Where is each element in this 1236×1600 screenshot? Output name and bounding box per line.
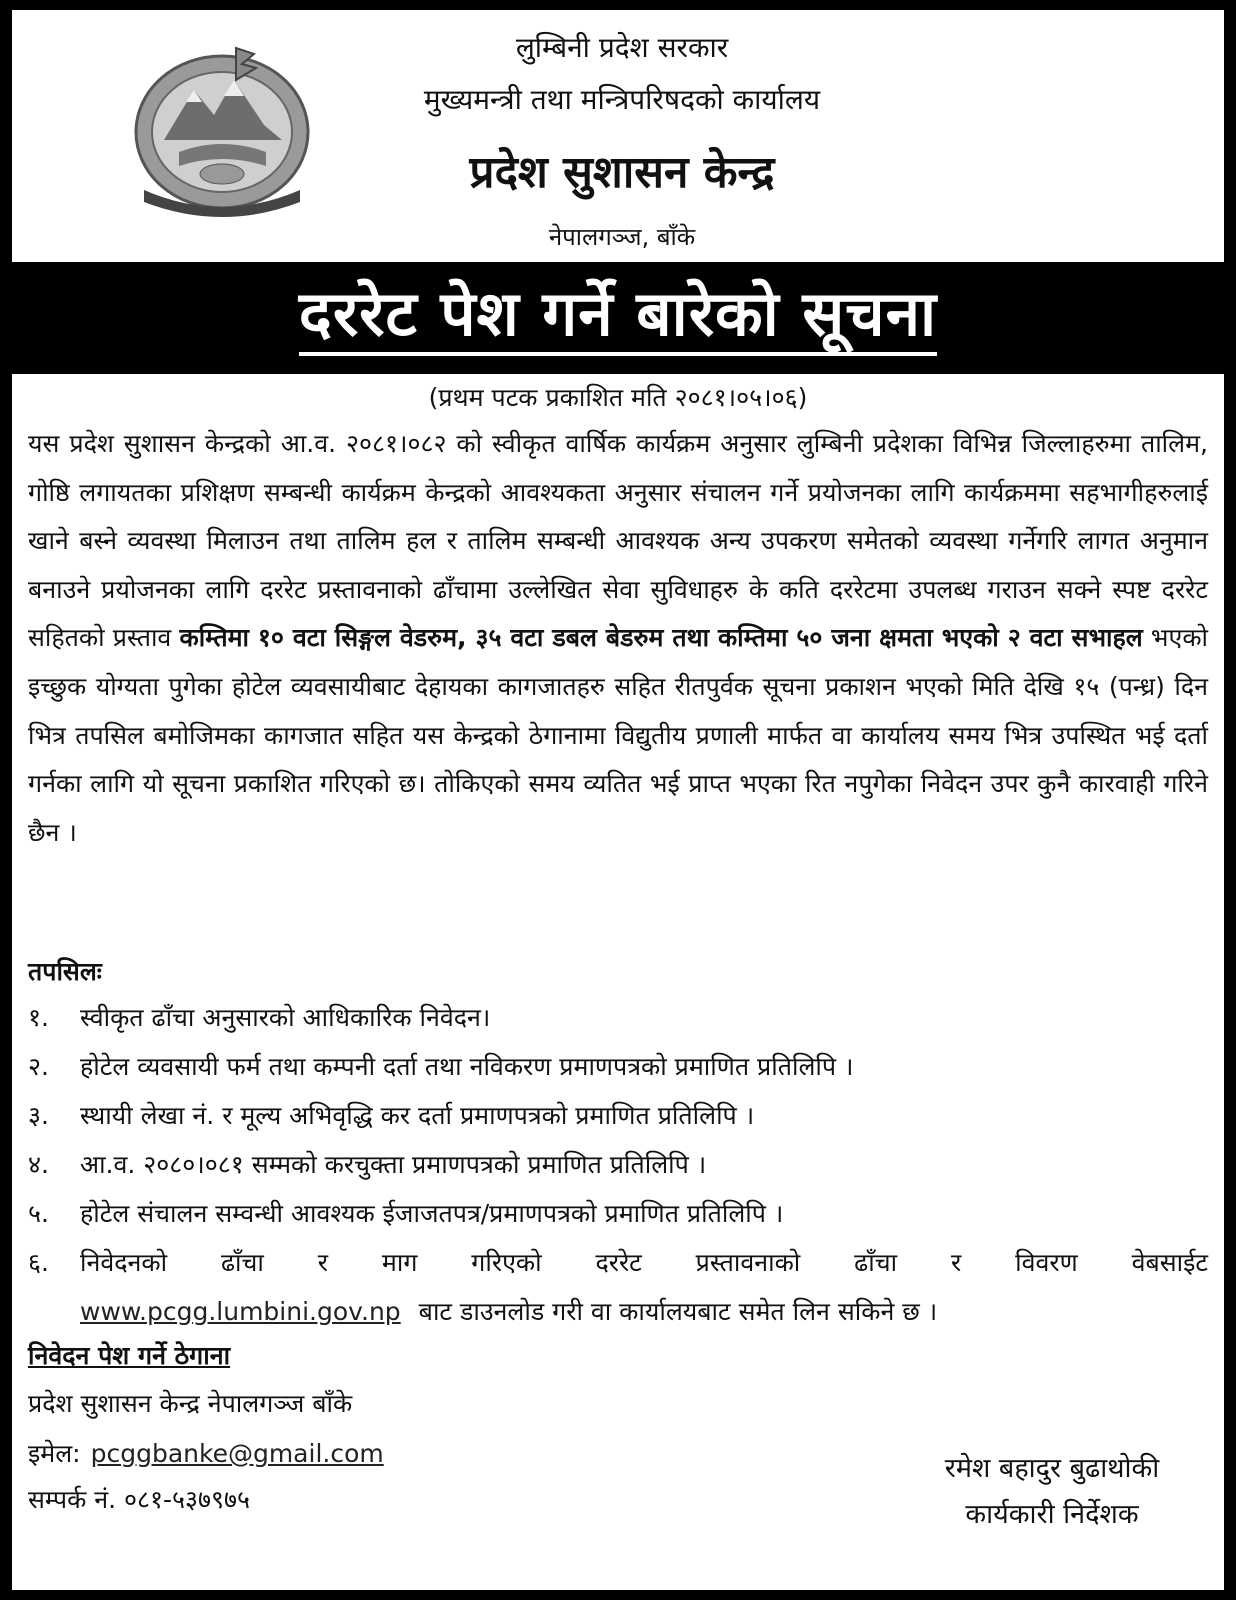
list-number: २. (28, 1052, 49, 1081)
signatory-name: रमेश बहादुर बुढाथोकी (944, 1453, 1160, 1484)
list-item (28, 1196, 1208, 1230)
email-link[interactable]: pcggbanke@gmail.com (90, 1439, 384, 1468)
list-number: ४. (28, 1150, 49, 1179)
publication-note: (प्रथम पटक प्रकाशित मति २०८१।०५।०६) (428, 383, 808, 412)
header-province-gov: लुम्बिनी प्रदेश सरकार (515, 31, 729, 64)
list-text: होटेल संचालन सम्वन्धी आवश्यक ईजाजतपत्र/प्रमाणपत्रको प्रमाणित प्रतिलिपि । (80, 1199, 784, 1228)
website-link[interactable]: www.pcgg.lumbini.gov.np (80, 1297, 401, 1326)
list-text: स्थायी लेखा नं. र मूल्य अभिवृद्धि कर दर्ता प्रमाणपत्रको प्रमाणित प्रतिलिपि । (80, 1101, 755, 1130)
header-office: मुख्यमन्त्री तथा मन्त्रिपरिषदको कार्यालय (423, 83, 821, 116)
list-number: १. (28, 1003, 49, 1032)
address-heading: निवेदन पेश गर्ने ठेगाना (28, 1341, 231, 1370)
notice-title-text: दररेट पेश गर्ने बारेको सूचना (299, 277, 937, 356)
notice-title (0, 270, 1236, 354)
list-number: ६. (28, 1248, 49, 1277)
email-label: इमेल: (28, 1439, 81, 1468)
list-number: ३. (28, 1101, 49, 1130)
list-number: ५. (28, 1199, 49, 1228)
list-text: आ.व. २०८०।०८१ सम्मको करचुक्ता प्रमाणपत्रको प्रमाणित प्रतिलिपि । (80, 1150, 707, 1179)
main-paragraph (28, 420, 1208, 857)
paragraph-part2: भएको इच्छुक योग्यता पुगेका होटेल व्यवसायीबाट देहायका कागजातहरु सहित रीतपुर्वक सूचना प्रकाशन भएको मिति देखि १५ (पन्ध्र) दिन भित्र तपसिल बमोजिमका कागजात सहित यस केन्द्रको ठेगानामा विद्युतीय प्रणाली मार्फत वा कार्यालय समय भित्र उपस्थित भई दर्ता गर्नका लागि यो सूचना प्रकाशित गरिएको छ। तोकिएको समय व्यतित भई प्राप्त भएका रित नपुगेका निवेदन उपर कुनै कारवाही गरिने छैन । (28, 623, 1209, 847)
phone-line: सम्पर्क नं. ०८१-५३७९७५ (28, 1485, 251, 1514)
notice-body (12, 374, 1224, 1590)
paragraph-part1: यस प्रदेश सुशासन केन्द्रको आ.व. २०८१।०८२ को स्वीकृत वार्षिक कार्यक्रम अनुसार लुम्बिनी प्रदेशका विभिन्न जिल्लाहरुमा तालिम, गोष्ठि लगायतका प्रशिक्षण सम्बन्धी कार्यक्रम केन्द्रको आवश्यकता अनुसार संचालन गर्ने प्रयोजनका लागि कार्यक्रममा सहभागीहरुलाई खाने बस्ने व्यवस्था मिलाउन तथा तालिम हल र तालिम सम्बन्धी आवश्यक अन्य उपकरण समेतको व्यवस्था गर्नेगरि लागत अनुमान बनाउने प्रयोजनका लागि दररेट प्रस्तावनाको ढाँचामा उल्लेखित सेवा सुविधाहरु के कति दररेटमा उपलब्ध गराउन सक्ने स्पष्ट दररेट सहितको प्रस्ताव (28, 429, 1208, 653)
list-item (28, 1245, 1208, 1279)
list-text: निवेदनको ढाँचा र माग गरिएको दररेट प्रस्तावनाको ढाँचा र विवरण वेबसाईट (80, 1248, 1208, 1277)
signatory-designation: कार्यकारी निर्देशक (965, 1499, 1139, 1530)
header-center-name: प्रदेश सुशासन केन्द्र (469, 147, 775, 198)
tapsil-label: तपसिलः (28, 957, 102, 986)
header-location: नेपालगञ्ज, बाँके (548, 223, 696, 251)
list-continuation (80, 1294, 937, 1328)
nepal-coat-of-arms-icon (124, 40, 320, 218)
list-item (28, 1098, 1208, 1132)
paragraph-bold: कम्तिमा १० वटा सिङ्गल वेडरुम, ३५ वटा डबल बेडरुम तथा कम्तिमा ५० जना क्षमता भएको २ वटा सभाहल (179, 623, 1143, 653)
list-item (28, 1049, 1208, 1083)
list-continuation-text: बाट डाउनलोड गरी वा कार्यालयबाट समेत लिन सकिने छ । (418, 1297, 938, 1326)
header (12, 10, 1224, 262)
list-item (28, 1000, 1208, 1034)
email-line (28, 1436, 384, 1470)
list-item (28, 1147, 1208, 1181)
address-office: प्रदेश सुशासन केन्द्र नेपालगञ्ज बाँके (28, 1389, 353, 1418)
list-text: होटेल व्यवसायी फर्म तथा कम्पनी दर्ता तथा नविकरण प्रमाणपत्रको प्रमाणित प्रतिलिपि । (80, 1052, 854, 1081)
list-text: स्वीकृत ढाँचा अनुसारको आधिकारिक निवेदन। (80, 1003, 491, 1032)
